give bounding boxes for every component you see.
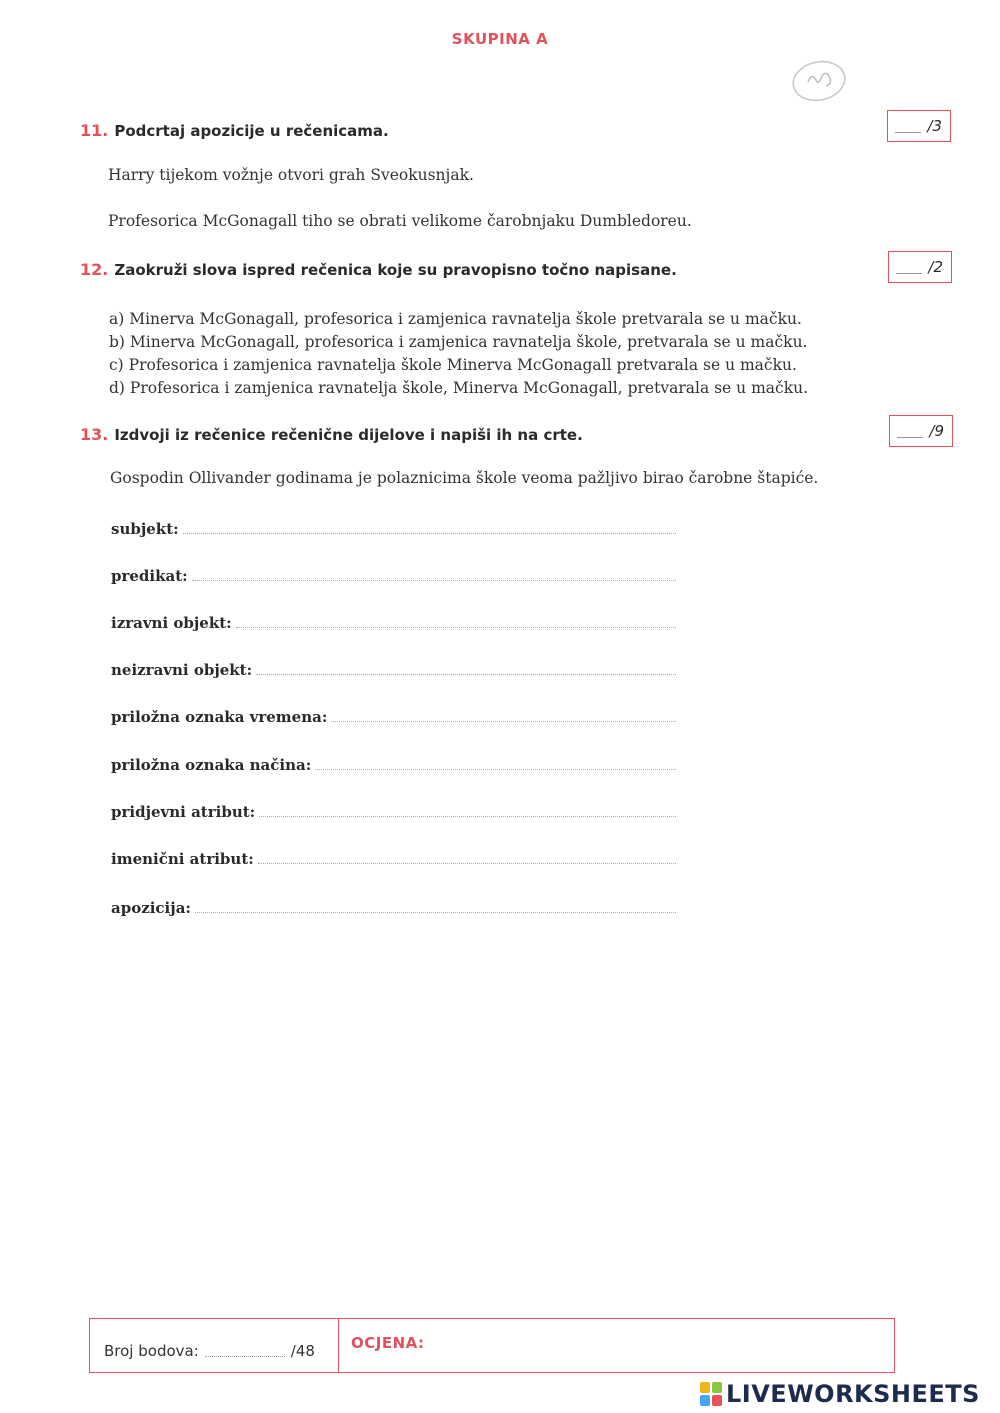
liveworksheets-logo[interactable]: LIVEWORKSHEETS (700, 1378, 980, 1410)
logo-icon (700, 1382, 722, 1406)
option-a[interactable]: a) Minerva McGonagall, profesorica i zamjenica ravnatelja škole pretvarala se u mačku. (109, 310, 802, 328)
field-predikat: predikat: (111, 567, 676, 585)
field-prilozna-oznaka-nacina: priložna oznaka načina: (111, 756, 676, 774)
question-13-score-box[interactable]: /9 (889, 415, 953, 447)
score-blank (895, 120, 921, 133)
answer-line-prilozna-oznaka-nacina[interactable] (315, 768, 676, 770)
option-b[interactable]: b) Minerva McGonagall, profesorica i zamjenica ravnatelja škole, pretvarala se u mačku. (109, 333, 808, 351)
question-11-sentence-2[interactable]: Profesorica McGonagall tiho se obrati velikome čarobnjaku Dumbledoreu. (108, 212, 692, 230)
score-blank (897, 425, 923, 438)
question-13-sentence: Gospodin Ollivander godinama je polaznicima škole veoma pažljivo birao čarobne štapiće. (110, 469, 819, 487)
field-imenicni-atribut: imenični atribut: (111, 850, 676, 868)
field-pridjevni-atribut: pridjevni atribut: (111, 803, 676, 821)
points-blank[interactable] (205, 1344, 285, 1357)
field-apozicija: apozicija: (111, 899, 676, 917)
answer-line-predikat[interactable] (192, 579, 676, 581)
option-d[interactable]: d) Profesorica i zamjenica ravnatelja škole, Minerva McGonagall, pretvarala se u mačku. (109, 379, 808, 397)
answer-line-apozicija[interactable] (195, 911, 676, 913)
option-c[interactable]: c) Profesorica i zamjenica ravnatelja škole Minerva McGonagall pretvarala se u mačku. (109, 356, 797, 374)
points-section (90, 1319, 339, 1372)
answer-line-imenicni-atribut[interactable] (258, 862, 676, 864)
field-prilozna-oznaka-vremena: priložna oznaka vremena: (111, 708, 676, 726)
answer-line-neizravni-objekt[interactable] (256, 673, 676, 675)
answer-line-subjekt[interactable] (183, 532, 676, 534)
answer-line-pridjevni-atribut[interactable] (259, 815, 676, 817)
field-neizravni-objekt: neizravni objekt: (111, 661, 676, 679)
answer-line-izravni-objekt[interactable] (236, 626, 676, 628)
question-13-title: 13. Izdvoji iz rečenice rečenične dijelove i napiši ih na crte. (80, 425, 583, 444)
score-footer (89, 1318, 895, 1373)
field-izravni-objekt: izravni objekt: (111, 614, 676, 632)
grade-label: OCJENA: (351, 1333, 425, 1352)
group-heading: SKUPINA A (451, 30, 549, 48)
question-12-options (109, 308, 808, 400)
question-12-title: 12. Zaokruži slova ispred rečenica koje su pravopisno točno napisane. (80, 260, 677, 279)
points-label: Broj bodova: (104, 1341, 199, 1360)
question-11-score-box[interactable]: /3 (887, 110, 951, 142)
handwritten-mark (790, 58, 848, 104)
field-subjekt: subjekt: (111, 520, 676, 538)
answer-line-prilozna-oznaka-vremena[interactable] (331, 720, 676, 722)
question-12-score-box[interactable]: /2 (888, 251, 952, 283)
question-11-title: 11. Podcrtaj apozicije u rečenicama. (80, 121, 389, 140)
score-blank (896, 261, 922, 274)
points-total: /48 (290, 1341, 315, 1360)
question-11-sentence-1[interactable]: Harry tijekom vožnje otvori grah Sveokusnjak. (108, 166, 474, 184)
